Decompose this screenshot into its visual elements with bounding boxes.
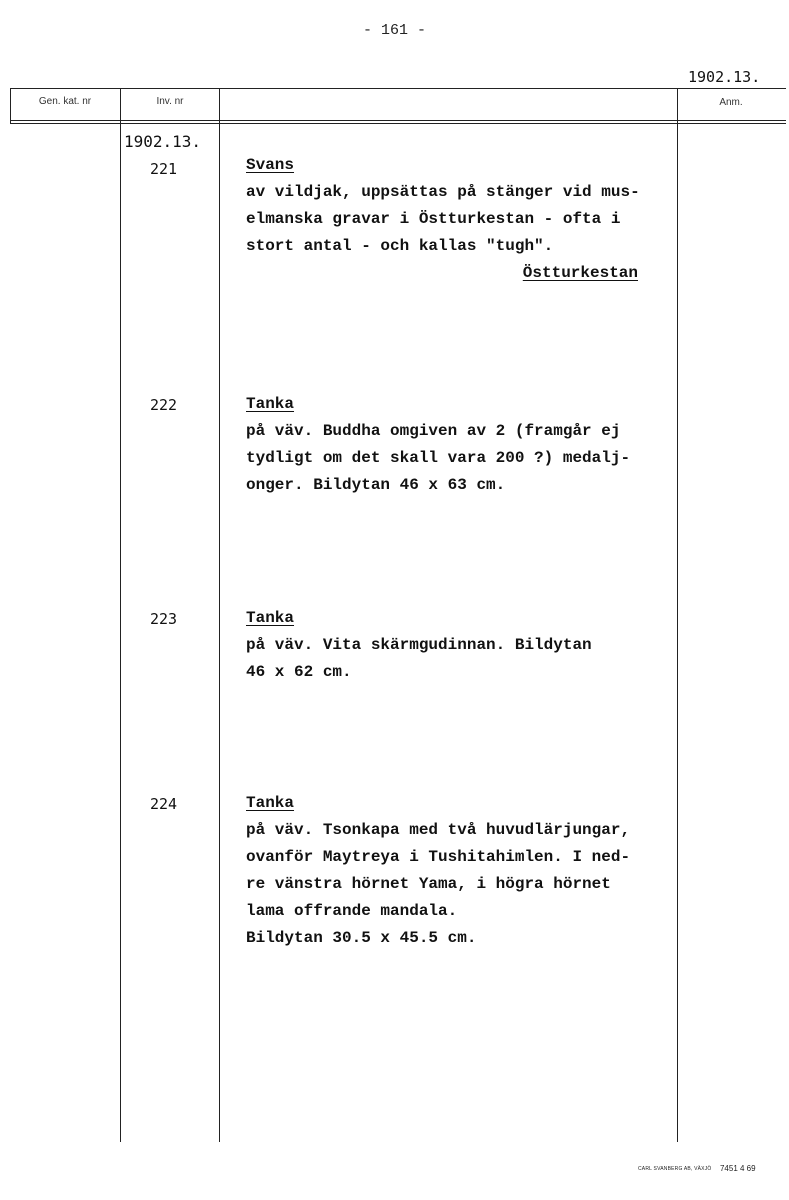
- catalog-entry-223: [246, 605, 676, 686]
- header-bottom-rule-2: [10, 123, 786, 124]
- entry-line: på väv. Vita skärmgudinnan. Bildytan: [246, 636, 592, 654]
- left-border: [10, 88, 11, 124]
- entry-line: stort antal - och kallas "tugh".: [246, 237, 554, 255]
- entry-line: Bildytan 30.5 x 45.5 cm.: [246, 929, 477, 947]
- accession-number-left: 1902.13.: [124, 132, 202, 151]
- accession-number-header: 1902.13.: [688, 68, 761, 86]
- entry-title: Tanka: [246, 794, 295, 812]
- header-bottom-rule: [10, 120, 786, 121]
- inventory-number-224: 224: [150, 795, 178, 813]
- entry-line: onger. Bildytan 46 x 63 cm.: [246, 476, 506, 494]
- entry-line: 46 x 62 cm.: [246, 663, 352, 681]
- catalog-entry-224: [246, 790, 676, 952]
- catalog-entry-221: [246, 152, 676, 287]
- entry-origin: Östturkestan: [522, 264, 638, 282]
- column-header-inv-nr: Inv. nr: [156, 96, 184, 107]
- page-number: - 161 -: [362, 22, 426, 39]
- entry-line: tydligt om det skall vara 200 ?) medalj-: [246, 449, 631, 467]
- entry-line: på väv. Buddha omgiven av 2 (framgår ej: [246, 422, 621, 440]
- entry-line: lama offrande mandala.: [246, 902, 458, 920]
- inventory-number-221: 221: [150, 160, 178, 178]
- entry-line: ovanför Maytreya i Tushitahimlen. I ned-: [246, 848, 631, 866]
- column-header-anm: Anm.: [719, 97, 743, 108]
- inventory-number-223: 223: [150, 610, 178, 628]
- entry-title: Tanka: [246, 395, 295, 413]
- form-code: 7451 4 69: [719, 1164, 756, 1174]
- column-divider-anm: [677, 88, 678, 1142]
- entry-title: Tanka: [246, 609, 295, 627]
- entry-line: på väv. Tsonkapa med två huvudlärjungar,: [246, 821, 631, 839]
- entry-line: elmanska gravar i Östturkestan - ofta i: [246, 210, 621, 228]
- inventory-number-222: 222: [150, 396, 178, 414]
- entry-line: re vänstra hörnet Yama, i högra hörnet: [246, 875, 611, 893]
- header-top-rule: [10, 88, 786, 89]
- printer-imprint: [638, 1160, 756, 1178]
- entry-line: av vildjak, uppsättas på stänger vid mus-: [246, 183, 640, 201]
- catalog-entry-222: [246, 391, 676, 499]
- column-divider-gen-kat: [120, 88, 121, 1142]
- entry-title: Svans: [246, 156, 295, 174]
- column-header-gen-kat-nr: Gen. kat. nr: [38, 96, 92, 107]
- column-divider-inv: [219, 88, 220, 1142]
- printer-name: CARL SVANBERG AB, VÄXJÖ: [638, 1165, 712, 1172]
